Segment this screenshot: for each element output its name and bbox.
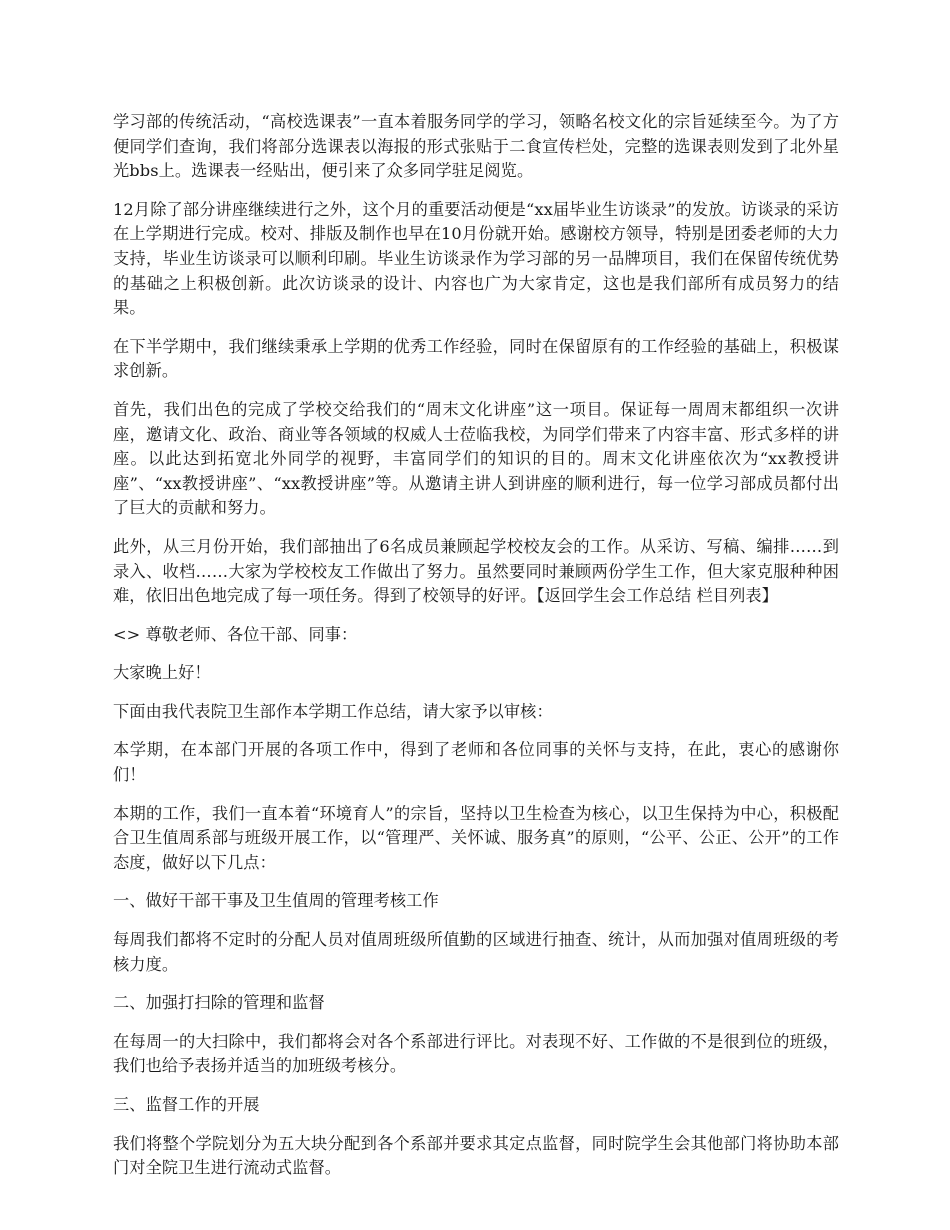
paragraph-greeting: 大家晚上好！ (113, 663, 211, 683)
paragraph-intro: 下面由我代表院卫生部作本学期工作总结，请大家予以审核： (113, 701, 553, 721)
paragraph-section-2: 在每周一的大扫除中，我们都将会对各个系部进行评比。对表现不好、工作做的不是很到位的班级，我们也给予表扬并适当的加班级考核分。 (113, 1031, 839, 1076)
paragraph-section-1: 每周我们都将不定时的分配人员对值周班级所值勤的区域进行抽查、统计，从而加强对值周班级的考核力度。 (113, 930, 839, 974)
paragraph-weekend-lectures: 首先，我们出色的完成了学校交给我们的“周末文化讲座”这一项目。保证每一周周末都组织一次讲座，邀请文化、政治、商业等各领域的权威人士莅临我校，为同学们带来了内容丰富、形式多样的讲座。以此达到拓宽北外同学的视野，丰富同学们的知识的目的。周末文化讲座依次为“xx教授讲座”、“xx教授讲座”、“xx教授讲座”等。从邀请主讲人到讲座的顺利进行，每一位学习部成员都付出了巨大的贡献和努力。 (113, 399, 839, 518)
document-body (113, 110, 839, 1195)
paragraph-graduate-interviews: 12月除了部分讲座继续进行之外，这个月的重要活动便是“xx届毕业生访谈录”的发放。访谈录的采访在上学期进行完成。校对、排版及制作也早在10月份就开始。感谢校方领导，特别是团委老师的大力支持，毕业生访谈录可以顺利印刷。毕业生访谈录作为学习部的另一品牌项目，我们在保留传统优势的基础之上积极创新。此次访谈录的设计、内容也广为大家肯定，这也是我们部所有成员努力的结果。 (113, 199, 839, 318)
section-heading-1: 一、做好干部干事及卫生值周的管理考核工作 (113, 891, 439, 911)
paragraph-salutation: <> 尊敬老师、各位干部、同事： (113, 624, 358, 644)
paragraph-second-semester: 在下半学期中，我们继续秉承上学期的优秀工作经验，同时在保留原有的工作经验的基础上，积极谋求创新。 (113, 336, 839, 381)
paragraph-principles: 本期的工作，我们一直本着“环境育人”的宗旨，坚持以卫生检查为核心，以卫生保持为中心，积极配合卫生值周系部与班级开展工作，以“管理严、关怀诚、服务真”的原则，“公平、公正、公开”的工作态度，做好以下几点： (113, 803, 839, 872)
paragraph-thanks: 本学期，在本部门开展的各项工作中，得到了老师和各位同事的关怀与支持，在此，衷心的感谢你们！ (113, 740, 839, 785)
paragraph-study-dept-course-table: 学习部的传统活动，“高校选课表”一直本着服务同学的学习，领略名校文化的宗旨延续至今。为了方便同学们查询，我们将部分选课表以海报的形式张贴于二食宣传栏处，完整的选课表则发到了北外星光bbs上。选课表一经贴出，便引来了众多同学驻足阅览。 (113, 112, 839, 181)
section-heading-3: 三、监督工作的开展 (113, 1095, 260, 1114)
section-heading-2: 二、加强打扫除的管理和监督 (113, 993, 325, 1013)
paragraph-section-3: 我们将整个学院划分为五大块分配到各个系部并要求其定点监督，同时院学生会其他部门将协助本部门对全院卫生进行流动式监督。 (113, 1133, 839, 1178)
paragraph-alumni-work: 此外，从三月份开始，我们部抽出了6名成员兼顾起学校校友会的工作。从采访、写稿、编排……到录入、收档……大家为学校校友工作做出了努力。虽然要同时兼顾两份学生工作，但大家克服种种困难，依旧出色地完成了每一项任务。得到了校领导的好评。【返回学生会工作总结 栏目列表】 (113, 536, 839, 606)
